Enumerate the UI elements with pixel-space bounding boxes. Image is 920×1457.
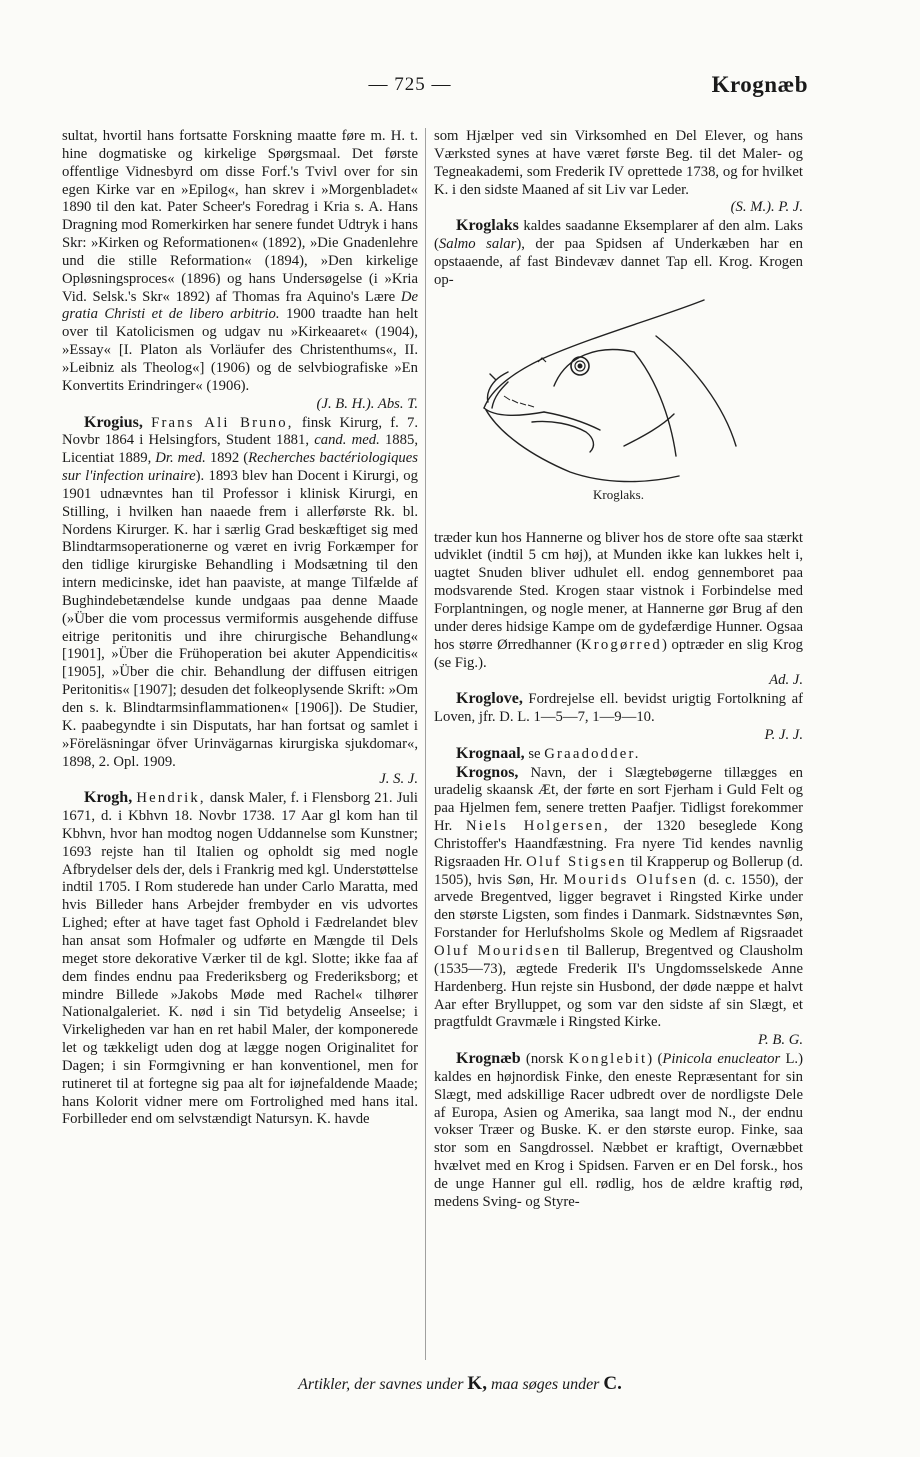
figure-caption: Kroglaks.: [593, 486, 644, 502]
headword: Kroglaks: [456, 217, 519, 235]
article-continuation: sultat, hvortil hans fortsatte Forskning maatte føre m. H. t. hine dogmatiske og kirkelige Spørgsmaal. Det første offentlige Vidnesbyrd om disse Forf.'s Tvivl over for sin egen Kirke var en »Epilog«, han skrev i »Morgenbladet« 1890 til den kat. Pater Scheer's Foredrag i Kria s. A. Hans Dragning mod Romerkirken har senere fundet Udtryk i hans Skr: »Kirken og Reformationen« (1892), »Die Gnadenlehre und die stille Reformation« (1894), »Den kirkelige Opløsningsproces« (1896) og hans Undersøgelse (i »Kria Vid. Selsk.'s Skr« 1892) af Thomas fra Aquino's Lære De gratia Christi et de libero arbitrio. 1900 traadte han helt over til Katolicismen og udgav nu »Kirkeaaret« (1904), »Essay« [I. Platon als Vorläufer des Christenthums«, II. »Leibniz als Theolog«] (1906) og de selvbiografiske »En Konvertits Erindringer« (1906). (J. B. H.). Abs. T.: [62, 128, 418, 412]
headword: Krogh,: [84, 789, 133, 807]
signature: (S. M.). P. J.: [730, 199, 803, 216]
article-kroglaks-continuation: træder kun hos Hannerne og bliver hos de store ofte saa stærkt udviklet (indtil 5 cm høj), at Munden ikke kan lukkes helt i, uagtet Snuden bliver udhulet ell. endog gennemboret paa modsvarende Sted. Krogen staar vistnok i Forbindelse med Forplantningen, og nogle mener, at Hannerne gør Brug af den under deres hidsige Kampe om de gydefærdige Hunner. Ogsaa hos større Ørredhanner (Krogørred) optræder en slig Krog (se Fig.). Ad. J.: [434, 529, 804, 689]
headword: Krognæb: [456, 1050, 521, 1068]
column-divider: [425, 128, 426, 1360]
signature: (J. B. H.). Abs. T.: [316, 395, 418, 412]
running-head: Krognæb: [711, 72, 808, 97]
signature: P. J. J.: [764, 726, 803, 743]
headword: Krognaal,: [456, 744, 525, 762]
kroglaks-figure: [434, 296, 803, 526]
article-kroglove: Kroglove, Fordrejelse ell. bevidst urigtig Fortolkning af Loven, jfr. D. L. 1—5—7, 1—9—10. P. J. J.: [434, 690, 803, 743]
signature: P. B. G.: [757, 1032, 803, 1049]
headword: Kroglove,: [456, 690, 523, 708]
footer-note: Artikler, der savnes under K, maa søges under C.: [298, 1373, 622, 1394]
salmon-head-illustration: [474, 296, 754, 486]
headword: Krognos,: [456, 763, 519, 781]
signature: Ad. J.: [769, 672, 803, 689]
left-column: [62, 128, 418, 1129]
article-krogh: Krogh, Hendrik, dansk Maler, f. i Flensborg 21. Juli 1671, d. i Kbhvn 18. Novbr 1738. 17 Aar gl kom han til Kbhvn, hvor han modtog nogen Uddannelse som Kunstner; 1693 rejste han til Italien og opholdt sig med nogle Afbrydelser dels der, dels i Frankrig med kgl. Understøttelse indtil 1705. I Rom studerede han under Carlo Maratta, med hvis Billeder hans Arbejder frembyder en vis udvortes Lighed; efter at have taget fast Ophold i Fædrelandet blev han ansat som Hofmaler og udførte en Mængde til Dels meget store dekorative Værker til de kgl. Slotte; ikke faa af dem findes endnu paa Frederiksberg og Frederiksborg; et mindre Billede »Jakobs Møde med Rachel« tilhører Nationalgaleriet. K. nød i sin Tid betydelig Anseelse; i Virkeligheden var han en ret habil Maler, der komponerede let og tækkeligt uden dog at lægge nogen Originalitet for Dagen; i sin Formgivning er han konventionel, men for rutineret til at fortegne sig paa alt for iøjnefaldende Maade; hans Kolorit vidner mere om Fortrolighed med hans ital. Forbilleder end om selvstændigt Natursyn. K. havde: [62, 789, 418, 1128]
article-krognos: Krognos, Navn, der i Slægtebøgerne tillægges en uradelig skaansk Æt, der førte en sort Fjerham i Guld Felt og paa Hjelmen fem, senere tretten Paafjer. Tidligst forekommer Hr. Niels Holgersen, der 1320 beseglede Kong Christoffer's Haandfæstning. Fra nyere Tid kendes navnlig Rigsraaden Hr. Oluf Stigsen til Krapperup og Bollerup (d. 1505), hvis Søn, Hr. Mourids Olufsen (d. c. 1550), der arvede Bregentved, ligger begravet i Ringsted Kirke under den største Ligsten, som findes i Danmark. Sidstnævntes Søn, Forstander for Herlufsholms Skole og Medlem af Rigsraadet Oluf Mouridsen til Ballerup, Bregentved og Clausholm (1535—73), ægtede Frederik II's Ungdomsselskede Anne Hardenberg. Hun rejste sin Husbond, der døde næppe et halvt Aar efter Brylluppet, og som var den sidste af sin Slægt, et pragtfuldt Gravmæle i Ringsted Kirke. P. B. G.: [434, 763, 803, 1049]
article-krogius: Krogius, Frans Ali Bruno, finsk Kirurg, f. 7. Novbr 1864 i Helsingfors, Student 1881, cand. med. 1885, Licentiat 1889, Dr. med. 1892 (Recherches bactériologiques sur l'infection urinaire). 1893 blev han Docent i Kirurgi, og 1901 udnævntes han til Professor i klinisk Kirurgi, en Stilling, i hvilken han naaede frem i allerførste Rk. bl. Nordens Kirurger. K. har i særlig Grad beskæftiget sig med Blindtarmsoperationerne og været en ivrig Forkæmper for den tidlige kirurgiske Behandling i Modsætning til den intern medicinske, idet han paaviste, at mange Tilfælde af Bughindebetændelse kunde undgaas paa denne Maade (»Über die vom processus vermiformis ausgehende diffuse eitrige peritonitis und ihre chirurgische Behandlung« [1901], »Über die Frühoperation bei akuter Appendicitis« [1905], »Über die chir. Behandlung der diffusen eitrigen Peritonitis« [1907]; desuden det folkeoplysende Skrift: »Om den s. k. Blindtarmsinflammationen« [1906]). De Studier, K. paabegyndte i sin Disputats, har han fortsat og samlet i »Föreläsningar öfver Urinvägarnas kirurgiska sjukdomar«, 1898, 2. Opl. 1909. J. S. J.: [62, 413, 418, 788]
right-column: [434, 128, 803, 1212]
article-krognaal: Krognaal, se Graadodder.: [456, 744, 641, 762]
page-number: — 725 —: [368, 74, 452, 95]
headword: Krogius,: [84, 413, 143, 431]
article-krognaeb: Krognæb (norsk Konglebit) (Pinicola enucleator L.) kaldes en højnordisk Finke, den eneste Repræsentant for sin Slægt, med adskillige Racer udbredt over de nordligste Dele af Europa, Asien og Amerika, saa langt mod N., der endnu vokser Træer og Buske. K. er den største europ. Finke, saa stor som en Sangdrossel. Næbbet er kraftigt, Overnæbbet hvælvet med en Krog i Spidsen. Farven er en Del forsk., hos de unge Hanner gul ell. rødlig, hos de ældre kraftig rød, medens Sving- og Styre-: [434, 1050, 803, 1210]
article-kroglaks: Kroglaks kaldes saadanne Eksemplarer af den alm. Laks (Salmo salar), der paa Spidsen af Underkæben har en opstaaende, af fast Bindevæv dannet Tap ell. Krog. Krogen op-: [434, 217, 803, 288]
signature: J. S. J.: [379, 771, 418, 788]
article-krogh-continuation: som Hjælper ved sin Virksomhed en Del Elever, og hans Værksted synes at have været første Beg. til det Maler- og Tegneakademi, som Frederik IV oprettede 1738, og for hvilket K. i den sidste Maaned af sit Liv var Leder. (S. M.). P. J.: [434, 128, 803, 216]
